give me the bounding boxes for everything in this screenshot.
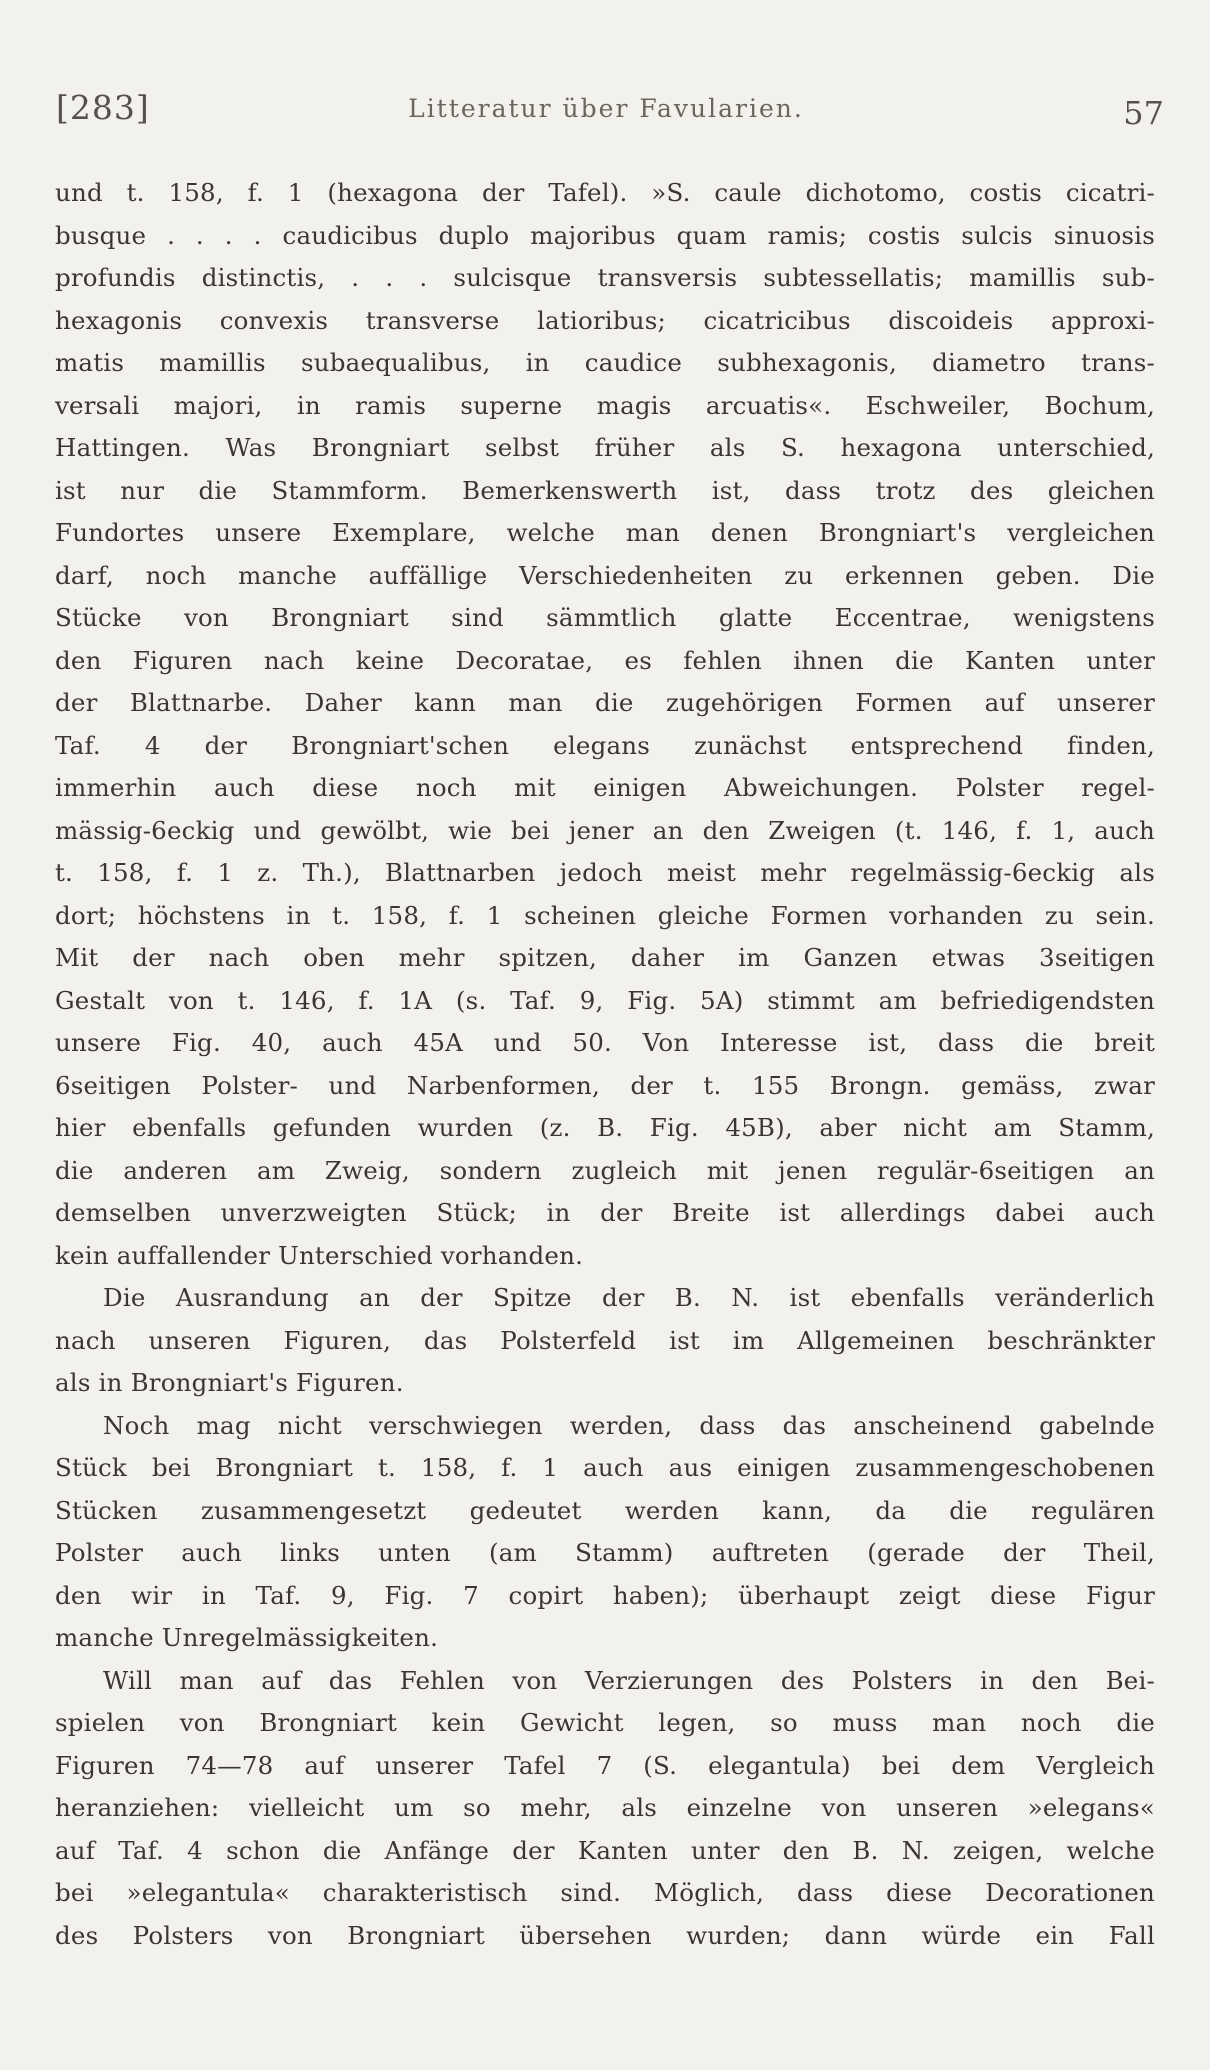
text-line: darf, noch manche auffällige Verschiedenheiten zu erkennen geben. Die [55, 560, 1155, 590]
page-number: 57 [1123, 94, 1164, 132]
text-line: profundis distinctis, . . . sulcisque transversis subtessellatis; mamillis sub- [55, 263, 1155, 292]
text-line: busque . . . . caudicibus duplo majoribus quam ramis; costis sulcis sinuosis [55, 220, 1155, 250]
text-line: Stück bei Brongniart t. 158, f. 1 auch aus einigen zusammengeschobenen [55, 1453, 1155, 1482]
text-line: heranziehen: vielleicht um so mehr, als einzelne von unseren »elegans« [55, 1793, 1155, 1822]
text-line: hexagonis convexis transverse latioribus; cicatricibus discoideis approxi- [55, 305, 1155, 335]
text-line: Gestalt von t. 146, f. 1A (s. Taf. 9, Fig. 5A) stimmt am befriedigendsten [55, 985, 1155, 1015]
text-line: ist nur die Stammform. Bemerkenswerth ist, dass trotz des gleichen [55, 475, 1155, 505]
text-line: manche Unregelmässigkeiten. [55, 1623, 439, 1652]
text-line: als in Brongniart's Figuren. [55, 1368, 404, 1397]
text-line: spielen von Brongniart kein Gewicht legen, so muss man noch die [55, 1708, 1155, 1737]
text-line: hier ebenfalls gefunden wurden (z. B. Fig. 45B), aber nicht am Stamm, [55, 1113, 1155, 1142]
text-line: den Figuren nach keine Decoratae, es fehlen ihnen die Kanten unter [55, 645, 1155, 675]
text-line: Mit der nach oben mehr spitzen, daher im Ganzen etwas 3seitigen [55, 943, 1155, 972]
text-line: t. 158, f. 1 z. Th.), Blattnarben jedoch meist mehr regelmässig-6eckig als [55, 858, 1155, 887]
body-text [55, 172, 1155, 1957]
text-line: Will man auf das Fehlen von Verzierungen des Polsters in den Bei- [103, 1665, 1155, 1695]
text-line: Stücken zusammengesetzt gedeutet werden kann, da die regulären [55, 1495, 1155, 1525]
text-line: dort; höchstens in t. 158, f. 1 scheinen gleiche Formen vorhanden zu sein. [55, 900, 1155, 930]
text-line: 6seitigen Polster- und Narbenformen, der t. 155 Brongn. gemäss, zwar [55, 1070, 1155, 1100]
text-line: die anderen am Zweig, sondern zugleich mit jenen regulär-6seitigen an [55, 1155, 1155, 1185]
text-line: Stücke von Brongniart sind sämmtlich glatte Eccentrae, wenigstens [55, 603, 1155, 632]
text-line: Die Ausrandung an der Spitze der B. N. ist ebenfalls veränderlich [103, 1283, 1155, 1312]
text-line: kein auffallender Unterschied vorhanden. [55, 1240, 584, 1270]
text-line: demselben unverzweigten Stück; in der Breite ist allerdings dabei auch [55, 1198, 1155, 1227]
text-line: mässig-6eckig und gewölbt, wie bei jener an den Zweigen (t. 146, f. 1, auch [55, 815, 1155, 845]
text-line: bei »elegantula« charakteristisch sind. Möglich, dass diese Decorationen [55, 1878, 1155, 1907]
text-line: Hattingen. Was Brongniart selbst früher als S. hexagona unterschied, [55, 433, 1155, 462]
text-line: auf Taf. 4 schon die Anfänge der Kanten unter den B. N. zeigen, welche [55, 1835, 1155, 1865]
text-line: unsere Fig. 40, auch 45A und 50. Von Interesse ist, dass die breit [55, 1028, 1155, 1057]
text-line: Polster auch links unten (am Stamm) auftreten (gerade der Theil, [55, 1538, 1155, 1567]
text-line: Figuren 74—78 auf unserer Tafel 7 (S. elegantula) bei dem Vergleich [55, 1750, 1155, 1780]
text-line: der Blattnarbe. Daher kann man die zugehörigen Formen auf unserer [55, 688, 1155, 717]
running-title: Litteratur über Favularien. [408, 94, 804, 123]
text-line: immerhin auch diese noch mit einigen Abweichungen. Polster regel- [55, 773, 1155, 802]
text-line: Fundortes unsere Exemplare, welche man denen Brongniart's vergleichen [55, 518, 1155, 547]
text-line: Noch mag nicht verschwiegen werden, dass das anscheinend gabelnde [103, 1410, 1155, 1440]
page-header [56, 88, 1164, 138]
text-line: versali majori, in ramis superne magis arcuatis«. Eschweiler, Bochum, [55, 390, 1155, 420]
text-line: Taf. 4 der Brongniart'schen elegans zunächst entsprechend finden, [55, 730, 1155, 760]
text-line: und t. 158, f. 1 (hexagona der Tafel). »S. caule dichotomo, costis cicatri- [55, 178, 1155, 207]
text-line: nach unseren Figuren, das Polsterfeld ist im Allgemeinen beschränkter [55, 1325, 1155, 1355]
page-reference: [283] [56, 88, 150, 127]
text-line: des Polsters von Brongniart übersehen wurden; dann würde ein Fall [55, 1920, 1155, 1950]
text-line: matis mamillis subaequalibus, in caudice subhexagonis, diametro trans- [55, 348, 1155, 377]
text-line: den wir in Taf. 9, Fig. 7 copirt haben); überhaupt zeigt diese Figur [55, 1580, 1155, 1610]
